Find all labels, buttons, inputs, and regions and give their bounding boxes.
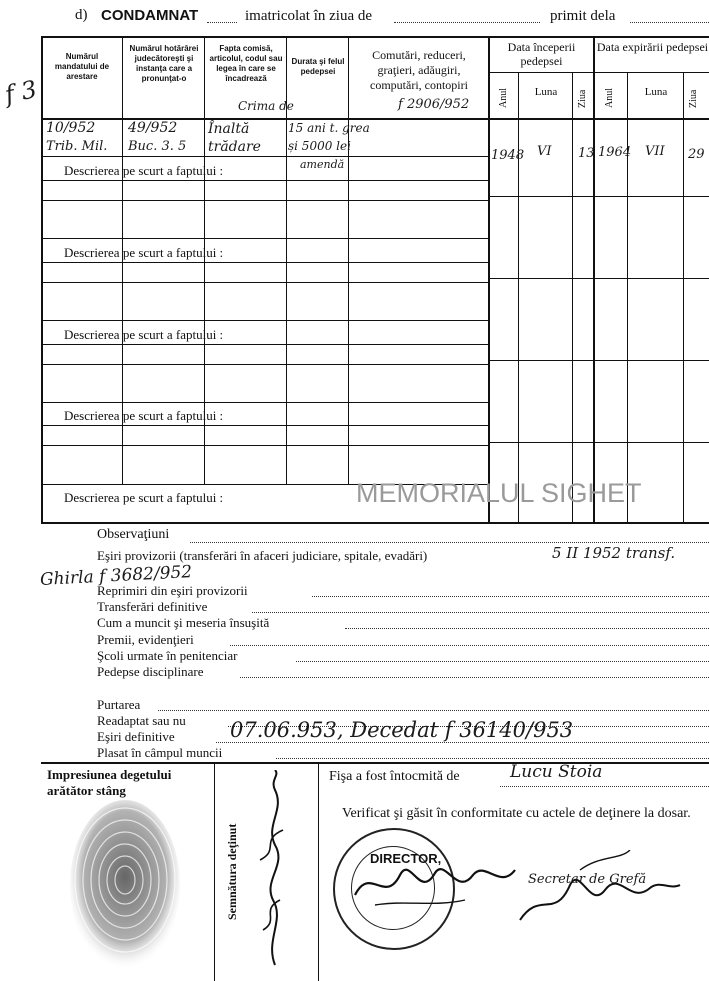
col-end-header: Data expirării pedepsei [596,40,709,54]
row1-mandat-instanta: Trib. Mil. [46,139,108,154]
descriere-label-3: Descrierea pe scurt a faptului : [64,327,224,342]
margin-note: f 3 [2,75,40,109]
descriere-label-4: Descrierea pe scurt a faptului : [64,408,224,423]
row1-mandat: 10/952 [46,120,96,136]
fisa-value: Lucu Stoia [510,762,603,782]
row1-end-luna: VII [645,144,665,159]
row1-fapta-inalta: Înaltă [208,121,250,137]
semnatura-label: Semnătura deţinut [225,823,239,920]
row1-end-zi: 29 [688,147,705,162]
watermark: MEMORIALUL SIGHET [356,478,642,508]
premii-label: Premii, evidenţieri [97,632,194,647]
amprenta-label: Impresiunea degetului arătător stâng [47,767,172,798]
munca-label: Cum a muncit şi meseria însuşită [97,615,270,630]
row1-start-zi: 13 [578,146,595,161]
row1-hotarare: 49/952 [128,120,178,136]
scoli-label: Şcoli urmate în penitenciar [97,648,238,663]
director-label: DIRECTOR, [370,851,442,866]
esiri-provizorii-value2: Ghirla f 3682/952 [39,562,193,590]
section-prefix: d) [75,7,88,23]
start-luna-header: Luna [534,86,558,98]
row1-fapta: Crima de [238,99,294,113]
col-start-header: Data începerii pedepsei [507,40,576,68]
row1-durata: 15 ani t. grea [288,121,370,135]
row1-durata-amenda: și 5000 lei [288,139,351,153]
plasat-label: Plasat în câmpul muncii [97,745,223,760]
col-comutari-header: Comutări, reduceri, graţieri, adăugiri, computări, contopiri [370,48,468,92]
row1-start-luna: VI [537,144,552,159]
descriere-label-2: Descrierea pe scurt a faptului : [64,245,224,260]
secretar-label: Secretar de Grefă [528,872,647,887]
col-mandat-header: Numărul mandatului de arestare [54,52,110,81]
row1-hotarare-instanta: Buc. 3. 5 [128,139,187,154]
esiri-provizorii-label: Eşiri provizorii (transferări în afaceri judiciare, spitale, evadări) [97,548,428,563]
col-durata-header: Durata şi felul pedepsei [291,57,345,76]
descriere-label-5: Descrierea pe scurt a faptului : [64,490,224,505]
esiri-definitive-value: 07.06.953, Decedat f 36140/953 [230,718,574,742]
esiri-definitive-label: Eşiri definitive [97,729,175,744]
verificat-text: Verificat şi găsit în conformitate cu actele de deţinere la dosar. [342,806,691,821]
detainee-signature [245,770,305,970]
readaptat-label: Readaptat sau nu [97,713,186,728]
fisa-label: Fişa a fost întocmită de [329,769,460,784]
row1-durata-amenda-word: amendă [300,158,345,171]
transferari-label: Transferări definitive [97,599,208,614]
reprimiri-label: Reprimiri din eşiri provizorii [97,583,248,598]
imatriculat-label: imatricolat în ziua de [245,8,373,24]
row1-fapta-tradare: trădare [208,139,261,155]
condamnat-title: CONDAMNAT [101,7,199,24]
secretar-signature [510,850,690,930]
fingerprint-image [60,800,190,980]
descriere-label-1: Descrierea pe scurt a faptului : [64,163,224,178]
row1-start-an: 1948 [491,148,525,163]
esiri-provizorii-value: 5 II 1952 transf. [552,544,676,562]
purtarea-label: Purtarea [97,697,141,712]
col-hotarare-header: Numărul hotărârei judecătoreşti şi instanţa care a pronunţat-o [129,44,199,83]
end-ziua-header: Ziua [688,89,699,108]
pedepse-label: Pedepse disciplinare [97,664,204,679]
row1-comutari: f 2906/952 [398,97,470,112]
start-anul-header: Anul [498,88,509,108]
col-fapta-header: Fapta comisă, articolul, codul sau legea în care se încadrează [209,44,283,83]
row1-end-an: 1964 [598,145,632,160]
director-signature [345,845,535,925]
start-ziua-header: Ziua [577,89,588,108]
primit-label: primit dela [550,8,616,24]
end-luna-header: Luna [644,86,668,98]
observatiuni-label: Observaţiuni [97,527,170,542]
end-anul-header: Anul [604,88,615,108]
